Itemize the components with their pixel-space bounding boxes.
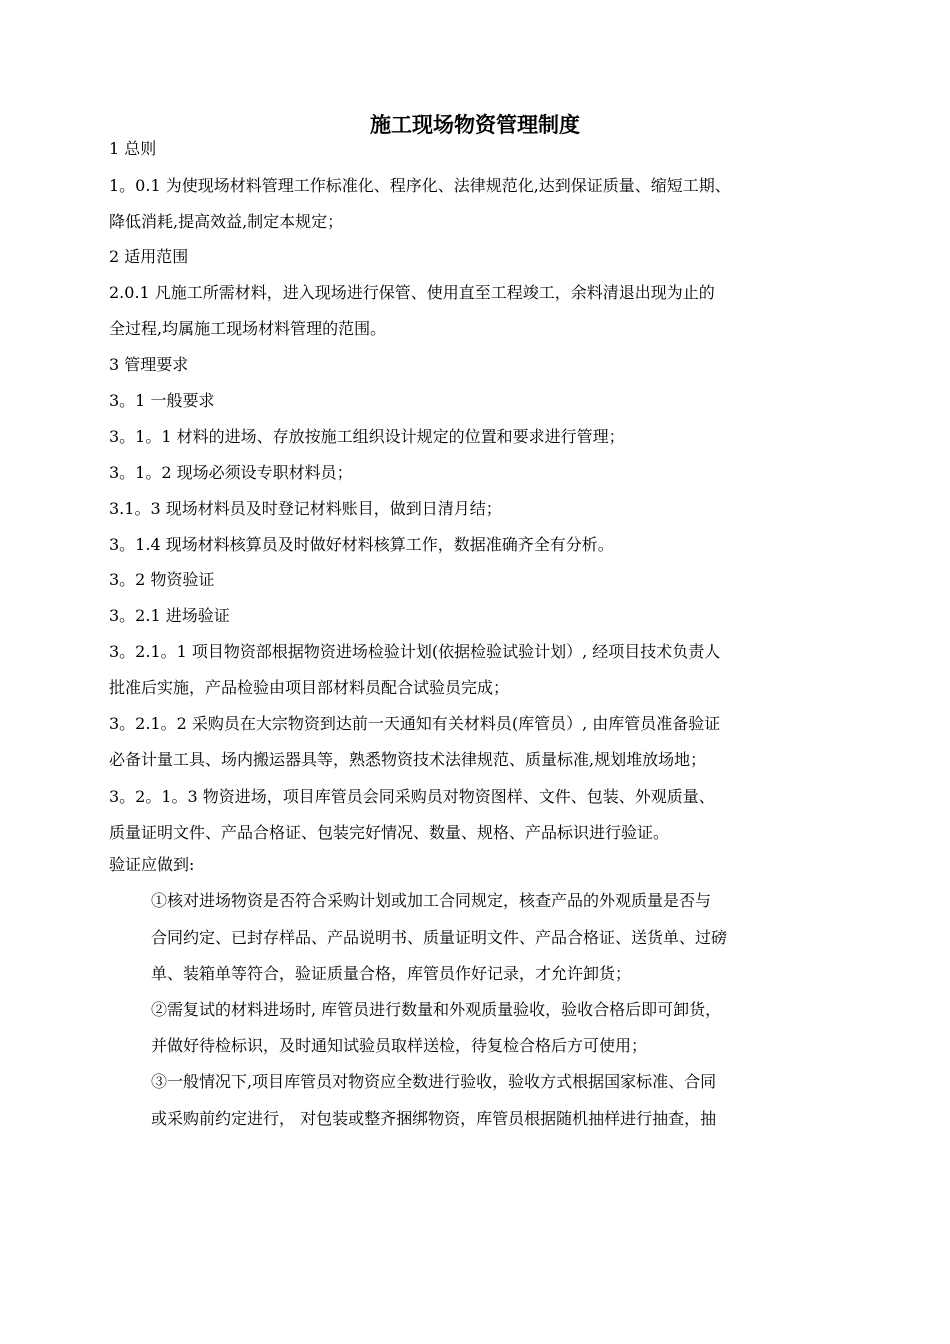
list-item-line: ①核对进场物资是否符合采购计划或加工合同规定，核查产品的外观质量是否与: [151, 891, 712, 910]
list-item-line: 或采购前约定进行， 对包装或整齐捆绑物资，库管员根据随机抽样进行抽查，抽: [151, 1109, 717, 1128]
paragraph-line: 全过程,均属施工现场材料管理的范围。: [109, 319, 387, 338]
paragraph-line: 3。2.1。2 采购员在大宗物资到达前一天通知有关材料员(库管员）, 由库管员准备验证: [109, 714, 721, 733]
paragraph-line: 批准后实施，产品检验由项目部材料员配合试验员完成；: [109, 678, 510, 697]
paragraph-line: 验证应做到:: [109, 855, 195, 874]
paragraph-line: 必备计量工具、场内搬运器具等，熟悉物资技术法律规范、质量标准,规划堆放场地；: [109, 750, 707, 769]
section-heading: 3 管理要求: [109, 355, 189, 374]
section-heading: 1 总则: [109, 139, 157, 158]
paragraph-line: 3。1.4 现场材料核算员及时做好材料核算工作，数据准确齐全有分析。: [109, 535, 614, 554]
subsection-heading: 3。2.1 进场验证: [109, 606, 230, 625]
paragraph-line: 3。1。1 材料的进场、存放按施工组织设计规定的位置和要求进行管理；: [109, 427, 625, 446]
subsection-heading: 3。1 一般要求: [109, 391, 215, 410]
paragraph-line: 降低消耗,提高效益,制定本规定；: [109, 212, 344, 231]
paragraph-line: 3。2.1。1 项目物资部根据物资进场检验计划(依据检验试验计划）, 经项目技术负责人: [109, 642, 721, 661]
subsection-heading: 3。2 物资验证: [109, 570, 215, 589]
list-item-line: ③一般情况下,项目库管员对物资应全数进行验收，验收方式根据国家标准、合同: [151, 1072, 717, 1091]
paragraph-line: 3。2。1。3 物资进场，项目库管员会同采购员对物资图样、文件、包装、外观质量、: [109, 787, 715, 806]
list-item-line: 并做好待检标识，及时通知试验员取样送检，待复检合格后方可使用；: [151, 1036, 648, 1055]
list-item-line: 合同约定、已封存样品、产品说明书、质量证明文件、产品合格证、送货单、过磅: [151, 928, 728, 947]
paragraph-line: 2.0.1 凡施工所需材料，进入现场进行保管、使用直至工程竣工，余料清退出现为止的: [109, 283, 715, 302]
document-title: 施工现场物资管理制度: [370, 112, 580, 137]
list-item-line: ②需复试的材料进场时, 库管员进行数量和外观质量验收，验收合格后即可卸货，: [151, 1000, 722, 1019]
section-heading: 2 适用范围: [109, 247, 189, 266]
paragraph-line: 质量证明文件、产品合格证、包装完好情况、数量、规格、产品标识进行验证。: [109, 823, 670, 842]
list-item-line: 单、装箱单等符合，验证质量合格，库管员作好记录，才允许卸货；: [151, 964, 632, 983]
paragraph-line: 3.1。3 现场材料员及时登记材料账目，做到日清月结；: [109, 499, 502, 518]
paragraph-line: 1。0.1 为使现场材料管理工作标准化、程序化、法律规范化,达到保证质量、缩短工期、: [109, 176, 731, 195]
paragraph-line: 3。1。2 现场必须设专职材料员；: [109, 463, 353, 482]
